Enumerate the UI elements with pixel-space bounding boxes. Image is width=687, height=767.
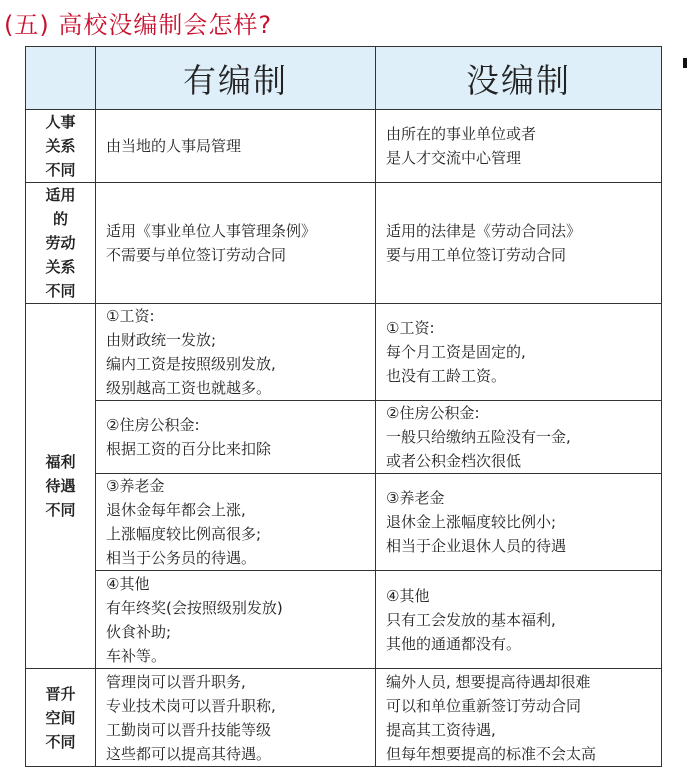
row-label-promotion: 晋升 空间 不同: [26, 669, 96, 767]
header-row: [26, 47, 662, 110]
header-corner: [26, 47, 96, 110]
labor-relation-with: 适用《事业单位人事管理条例》 不需要与单位签订劳动合同: [96, 183, 376, 304]
other-benefits-without: ④其他 只有工会发放的基本福利, 其他的通通都没有。: [376, 571, 662, 669]
personnel-without: 由所在的事业单位或者 是人才交流中心管理: [376, 110, 662, 183]
comparison-table: [25, 46, 662, 767]
page-title: (五) 高校没编制会怎样?: [4, 11, 273, 39]
labor-relation-without: 适用的法律是《劳动合同法》 要与用工单位签订劳动合同: [376, 183, 662, 304]
row-benefits-other: [26, 571, 662, 669]
salary-with: ①工资: 由财政统一发放; 编内工资是按照级别发放, 级别越高工资也就越多。: [96, 304, 376, 401]
header-with-establishment: 有编制: [96, 47, 376, 110]
promotion-with: 管理岗可以晋升职务, 专业技术岗可以晋升职称, 工勤岗可以晋升技能等级 这些都可以提高其待遇。: [96, 669, 376, 767]
row-labor-relation: [26, 183, 662, 304]
row-label-benefits: 福利 待遇 不同: [26, 304, 96, 669]
salary-without: ①工资: 每个月工资是固定的, 也没有工龄工资。: [376, 304, 662, 401]
row-personnel: [26, 110, 662, 183]
housing-fund-with: ②住房公积金: 根据工资的百分比来扣除: [96, 401, 376, 474]
edge-mark: [683, 58, 687, 68]
row-benefits-housing-fund: [26, 401, 662, 474]
housing-fund-without: ②住房公积金: 一般只给缴纳五险没有一金, 或者公积金档次很低: [376, 401, 662, 474]
row-benefits-salary: [26, 304, 662, 401]
row-label-personnel: 人事 关系 不同: [26, 110, 96, 183]
row-benefits-pension: [26, 474, 662, 571]
pension-with: ③养老金 退休金每年都会上涨, 上涨幅度较比例高很多; 相当于公务员的待遇。: [96, 474, 376, 571]
header-without-establishment: 没编制: [376, 47, 662, 110]
other-benefits-with: ④其他 有年终奖(会按照级别发放) 伙食补助; 车补等。: [96, 571, 376, 669]
row-label-labor-relation: 适用 的 劳动 关系 不同: [26, 183, 96, 304]
personnel-with: 由当地的人事局管理: [96, 110, 376, 183]
row-promotion: [26, 669, 662, 767]
promotion-without: 编外人员, 想要提高待遇却很难 可以和单位重新签订劳动合同 提高其工资待遇, 但每年想要提高的标准不会太高: [376, 669, 662, 767]
pension-without: ③养老金 退休金上涨幅度较比例小; 相当于企业退休人员的待遇: [376, 474, 662, 571]
